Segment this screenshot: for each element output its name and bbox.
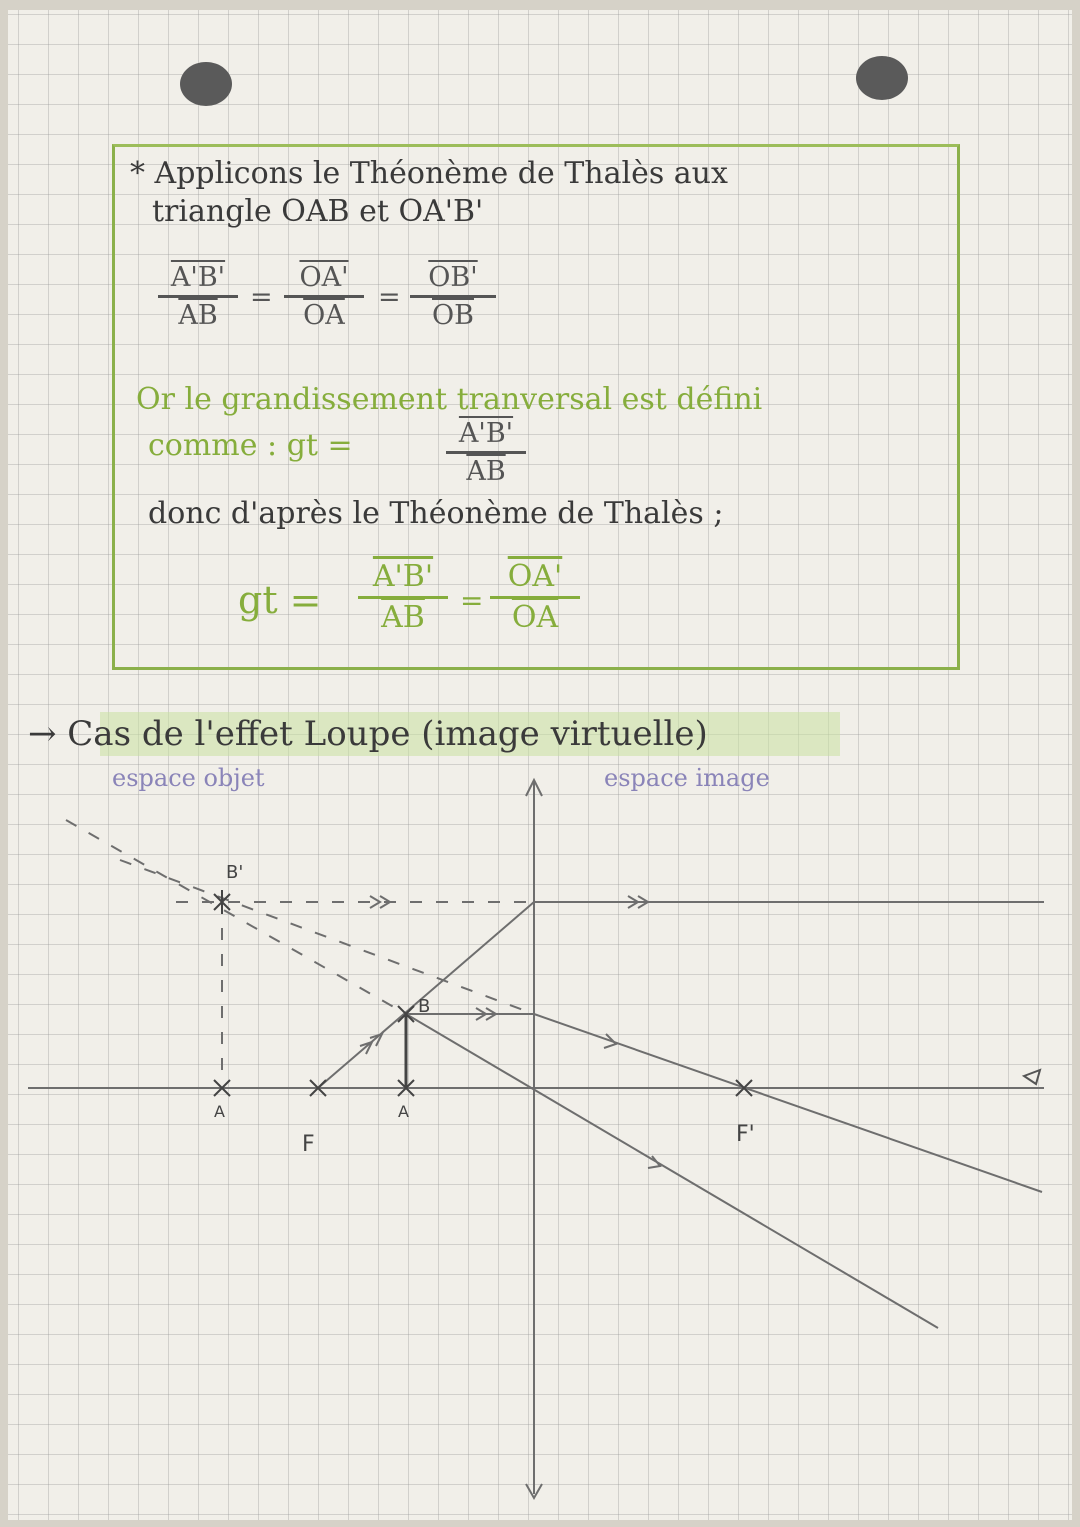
gt-result-label: gt = (238, 578, 322, 622)
virtual-ray-fprime (120, 860, 534, 1014)
label-f-prime: F' (736, 1122, 755, 1147)
ray-through-center (406, 1014, 938, 1328)
green-line-1: Or le grandissement tranversal est défini (136, 382, 763, 417)
equals-1: = (250, 282, 273, 313)
label-a: A (398, 1102, 409, 1121)
virtual-ray-center (66, 820, 406, 1014)
ratio-ab-prime: $\frac{A'B'}{AB}$ (158, 264, 238, 329)
equals-3: = (460, 584, 484, 617)
gt-result-frac-1: $\frac{A'B'}{AB}$ (358, 562, 448, 633)
ratio-ob-prime: $\frac{OB'}{OB}$ (410, 264, 496, 329)
ray-through-fprime (534, 1014, 1042, 1192)
green-line-2: comme : gt = (148, 428, 353, 463)
box-line-1: * Applicons le Théonème de Thalès aux (130, 156, 728, 191)
chevron-9 (360, 1042, 372, 1054)
gt-result-frac-2: $\frac{OA'}{OA}$ (490, 562, 580, 633)
ray-from-f (318, 902, 534, 1088)
chevron-1 (370, 896, 380, 908)
label-space-image: espace image (604, 764, 770, 792)
gt-definition: $\frac{A'B'}{AB}$ (446, 420, 526, 485)
box-line-done: donc d'après le Théonème de Thalès ; (148, 496, 724, 531)
label-b: B (418, 996, 431, 1017)
box-line-2: triangle OAB et OA'B' (152, 194, 484, 229)
section-heading: → Cas de l'effet Loupe (image virtuelle) (28, 714, 708, 754)
label-b-prime: B' (226, 862, 244, 883)
ratio-oa-prime: $\frac{OA'}{OA}$ (284, 264, 364, 329)
axis-marker (1024, 1070, 1040, 1084)
label-space-object: espace objet (112, 764, 265, 792)
label-a-prime: A (214, 1102, 225, 1121)
equals-2: = (378, 282, 401, 313)
label-f: F (302, 1132, 315, 1157)
